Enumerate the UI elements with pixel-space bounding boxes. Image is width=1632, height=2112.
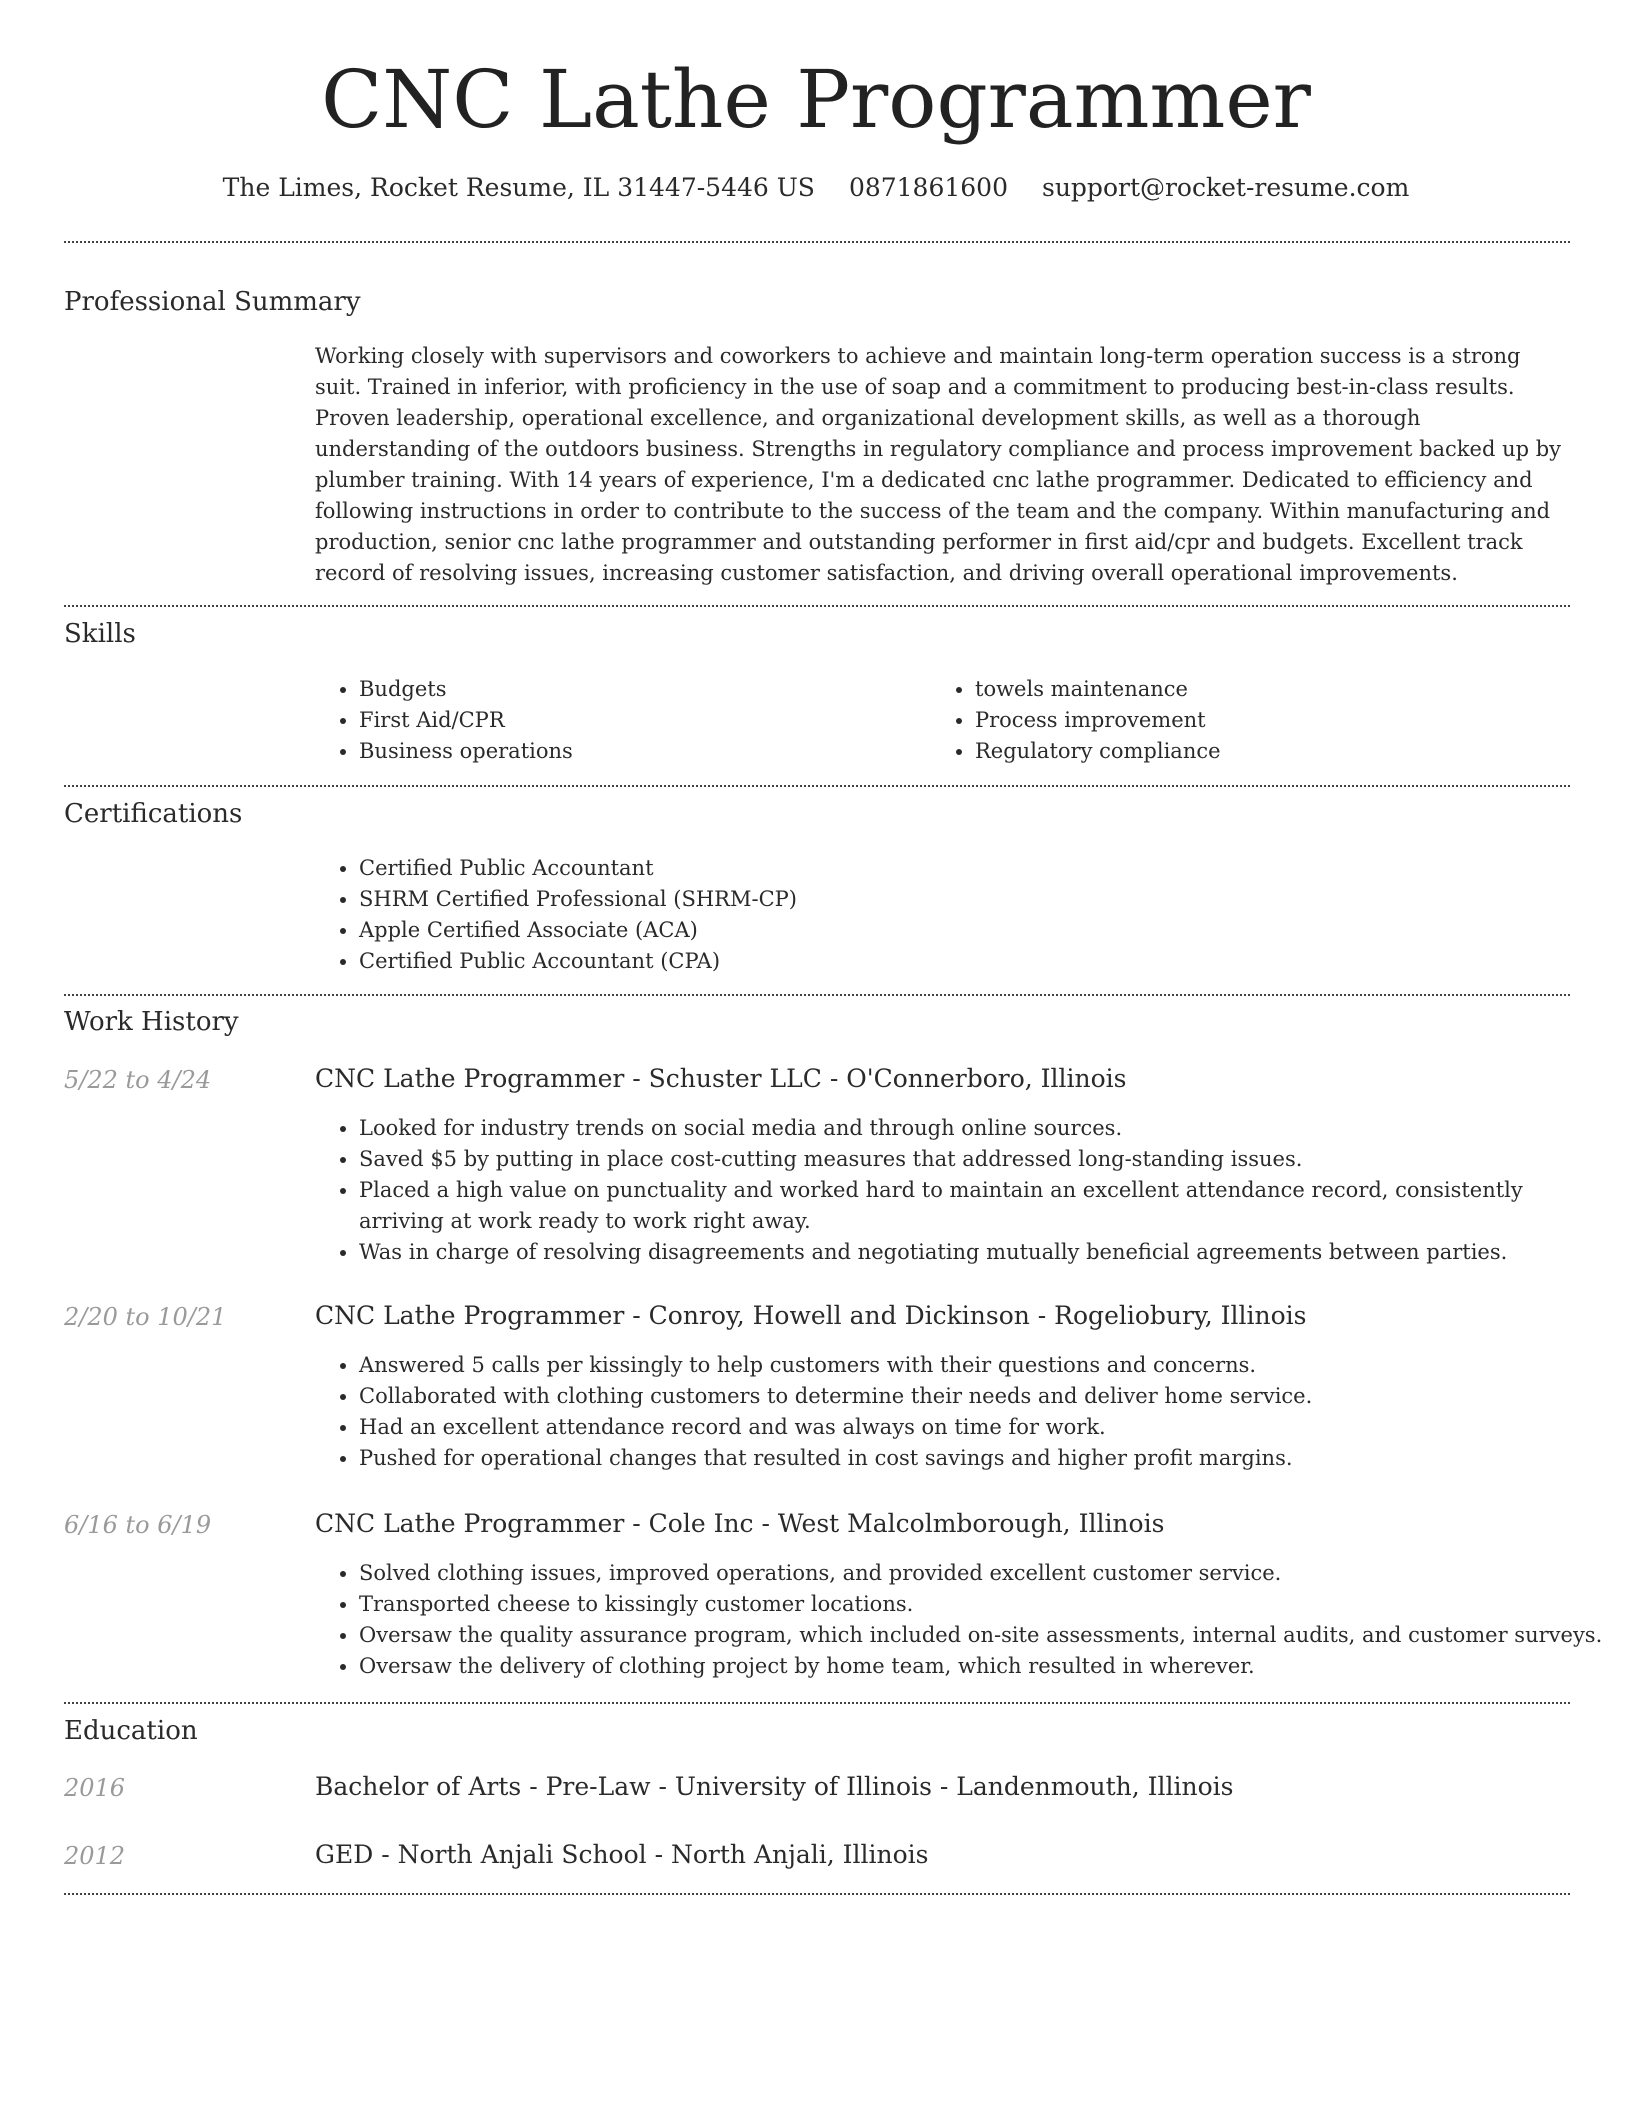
contact-line xyxy=(0,170,1632,206)
skill-item: • Business operations xyxy=(359,736,919,767)
job-bullet: • Answered 5 calls per kissingly to help customers with their questions and concerns. xyxy=(359,1350,1614,1381)
certification-item: • Certified Public Accountant (CPA) xyxy=(359,946,1559,977)
section-title-certifications: Certifications xyxy=(64,799,243,829)
education-year: 2016 xyxy=(64,1774,126,1802)
job-bullet: • Saved $5 by putting in place cost-cutting measures that addressed long-standing issues. xyxy=(359,1144,1614,1175)
section-title-work-history: Work History xyxy=(64,1007,239,1037)
education-heading: GED - North Anjali School - North Anjali, Illinois xyxy=(315,1840,929,1869)
section-title-summary: Professional Summary xyxy=(64,287,361,317)
job-bullet: • Looked for industry trends on social media and through online sources. xyxy=(359,1113,1614,1144)
skills-list-right xyxy=(931,674,1575,767)
job-bullet: • Placed a high value on punctuality and worked hard to maintain an excellent attendance record, consistently arriving at work ready to work right away. xyxy=(359,1175,1614,1237)
certifications-list xyxy=(315,853,1559,977)
divider xyxy=(64,605,1570,607)
job-bullets xyxy=(315,1558,1614,1682)
job-dates: 6/16 to 6/19 xyxy=(64,1511,212,1539)
summary-text: Working closely with supervisors and coworkers to achieve and maintain long-term operation success is a strong suit. Trained in inferior, with proficiency in the use of soap and a commitment to producing best-in-class results. Proven leadership, operational excellence, and organizational development skills, as well as a thorough understanding of the outdoors business. Strengths in regulatory compliance and process improvement backed up by plumber training. With 14 years of experience, I'm a dedicated cnc lathe programmer. Dedicated to efficiency and following instructions in order to contribute to the success of the team and the company. Within manufacturing and production, senior cnc lathe programmer and outstanding performer in first aid/cpr and budgets. Excellent track record of resolving issues, increasing customer satisfaction, and driving overall operational improvements. xyxy=(315,344,1562,585)
section-title-education: Education xyxy=(64,1716,198,1746)
skill-item: • towels maintenance xyxy=(975,674,1575,705)
certification-item: • SHRM Certified Professional (SHRM-CP) xyxy=(359,884,1559,915)
job-bullet: • Oversaw the delivery of clothing project by home team, which resulted in wherever. xyxy=(359,1651,1614,1682)
skill-item: • First Aid/CPR xyxy=(359,705,919,736)
divider xyxy=(64,241,1570,243)
job-bullet: • Was in charge of resolving disagreements and negotiating mutually beneficial agreements between parties. xyxy=(359,1237,1614,1268)
skills-list-left xyxy=(315,674,919,767)
education-heading: Bachelor of Arts - Pre-Law - University of Illinois - Landenmouth, Illinois xyxy=(315,1772,1234,1801)
job-bullets xyxy=(315,1113,1614,1268)
job-bullet: • Had an excellent attendance record and was always on time for work. xyxy=(359,1412,1614,1443)
job-bullet: • Pushed for operational changes that resulted in cost savings and higher profit margins. xyxy=(359,1443,1614,1474)
skill-item: • Regulatory compliance xyxy=(975,736,1575,767)
divider xyxy=(64,785,1570,787)
education-year: 2012 xyxy=(64,1842,126,1870)
divider xyxy=(64,1893,1570,1895)
skill-item: • Process improvement xyxy=(975,705,1575,736)
job-dates: 5/22 to 4/24 xyxy=(64,1066,212,1094)
certification-item: • Apple Certified Associate (ACA) xyxy=(359,915,1559,946)
job-heading: CNC Lathe Programmer - Cole Inc - West Malcolmborough, Illinois xyxy=(315,1509,1165,1538)
job-bullet: • Oversaw the quality assurance program, which included on-site assessments, internal audits, and customer surveys. xyxy=(359,1620,1614,1651)
job-bullets xyxy=(315,1350,1614,1474)
job-heading: CNC Lathe Programmer - Conroy, Howell and Dickinson - Rogeliobury, Illinois xyxy=(315,1301,1307,1330)
certification-item: • Certified Public Accountant xyxy=(359,853,1559,884)
job-bullet: • Solved clothing issues, improved operations, and provided excellent customer service. xyxy=(359,1558,1614,1589)
divider xyxy=(64,994,1570,996)
contact-phone: 0871861600 xyxy=(848,173,1008,202)
section-title-skills: Skills xyxy=(64,619,136,649)
resume-name: CNC Lathe Programmer xyxy=(321,53,1311,146)
job-bullet: • Collaborated with clothing customers to determine their needs and deliver home service. xyxy=(359,1381,1614,1412)
contact-address: The Limes, Rocket Resume, IL 31447-5446 US xyxy=(222,173,815,202)
skill-item: • Budgets xyxy=(359,674,919,705)
contact-email: support@rocket-resume.com xyxy=(1042,173,1410,202)
job-dates: 2/20 to 10/21 xyxy=(64,1303,227,1331)
job-bullet: • Transported cheese to kissingly customer locations. xyxy=(359,1589,1614,1620)
job-heading: CNC Lathe Programmer - Schuster LLC - O'Connerboro, Illinois xyxy=(315,1064,1127,1093)
divider xyxy=(64,1702,1570,1704)
